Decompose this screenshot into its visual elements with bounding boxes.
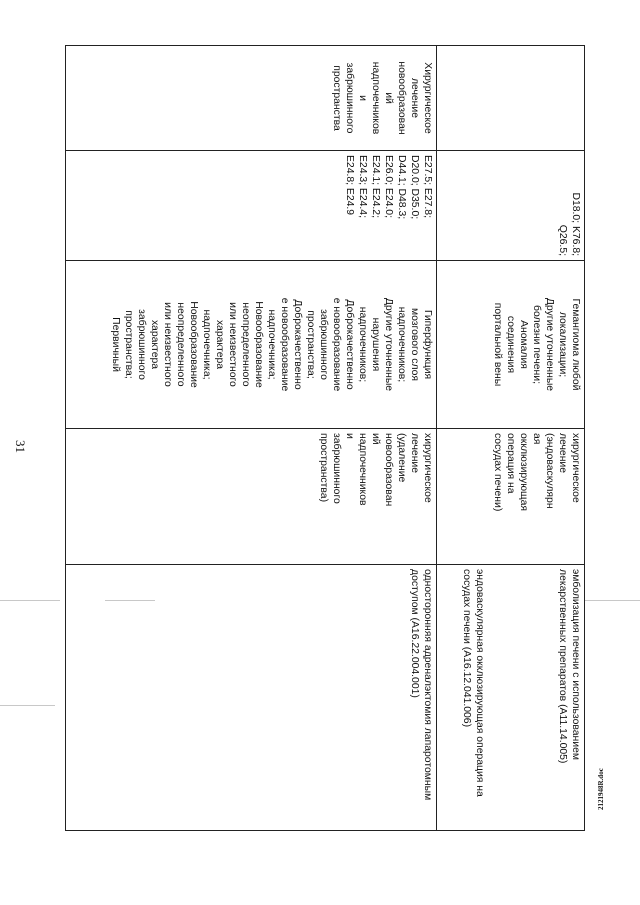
methods-cell: [66, 565, 437, 831]
methods-cell: [437, 565, 585, 831]
medical-services-table: [65, 45, 585, 830]
method-item: эндоваскулярная окклюзирующая операция на сосудах печени (A16.12.041.006): [461, 569, 485, 797]
treatment-cell: хирургическое лечение (удаление новообразован ий надпочечников и забрюшинного пространства): [66, 429, 437, 565]
page-number: 31: [13, 440, 28, 453]
document-code: 2121948R.doc: [597, 768, 605, 810]
scan-line-right: [585, 600, 640, 601]
treatment-cell: хирургическое лечение (эндоваскулярн ая окклюзирующая операция на сосудах печени): [437, 429, 585, 565]
group-cell: [437, 46, 585, 151]
codes-cell: E27.5; E27.8; D20.0; D35.0; D44.1; D48.3; E26.0; E24.0; E24.1; E24.2; E24.3; E24.4; E24.8; E24.9: [66, 151, 437, 261]
method-item: односторонняя адреналэктомия лапаротомным доступом (A16.22.004.001): [409, 569, 433, 801]
codes-cell: D18.0; K76.8; Q26.5;: [437, 151, 585, 261]
scan-line-left: [0, 600, 60, 601]
table-row: [437, 46, 585, 831]
table-row: [66, 46, 437, 831]
diagnosis-cell: Гемангиома любой локализации; Другие уточненные болезни печени; Аномалия соединения портальной вены: [437, 261, 585, 429]
diagnosis-cell: Гиперфункция мозгового слоя надпочечников; Другие уточненные нарушения надпочечников; Доброкачественно е новообразование забрюшинного пространства; Доброкачественно е новообразование надпочечника; Новообразование неопределенного или неизвестного характера надпочечника; Новообразование неопределенного или неизвестного характера забрюшинного пространства; Первичный: [66, 261, 437, 429]
group-cell: Хирургическое лечение новообразован ий надпочечников и забрюшинного пространства: [66, 46, 437, 151]
method-item: эмболизация печени с использованием лекарственных препаратов (A11.14.005): [557, 569, 581, 764]
scan-line-lower: [0, 705, 55, 706]
